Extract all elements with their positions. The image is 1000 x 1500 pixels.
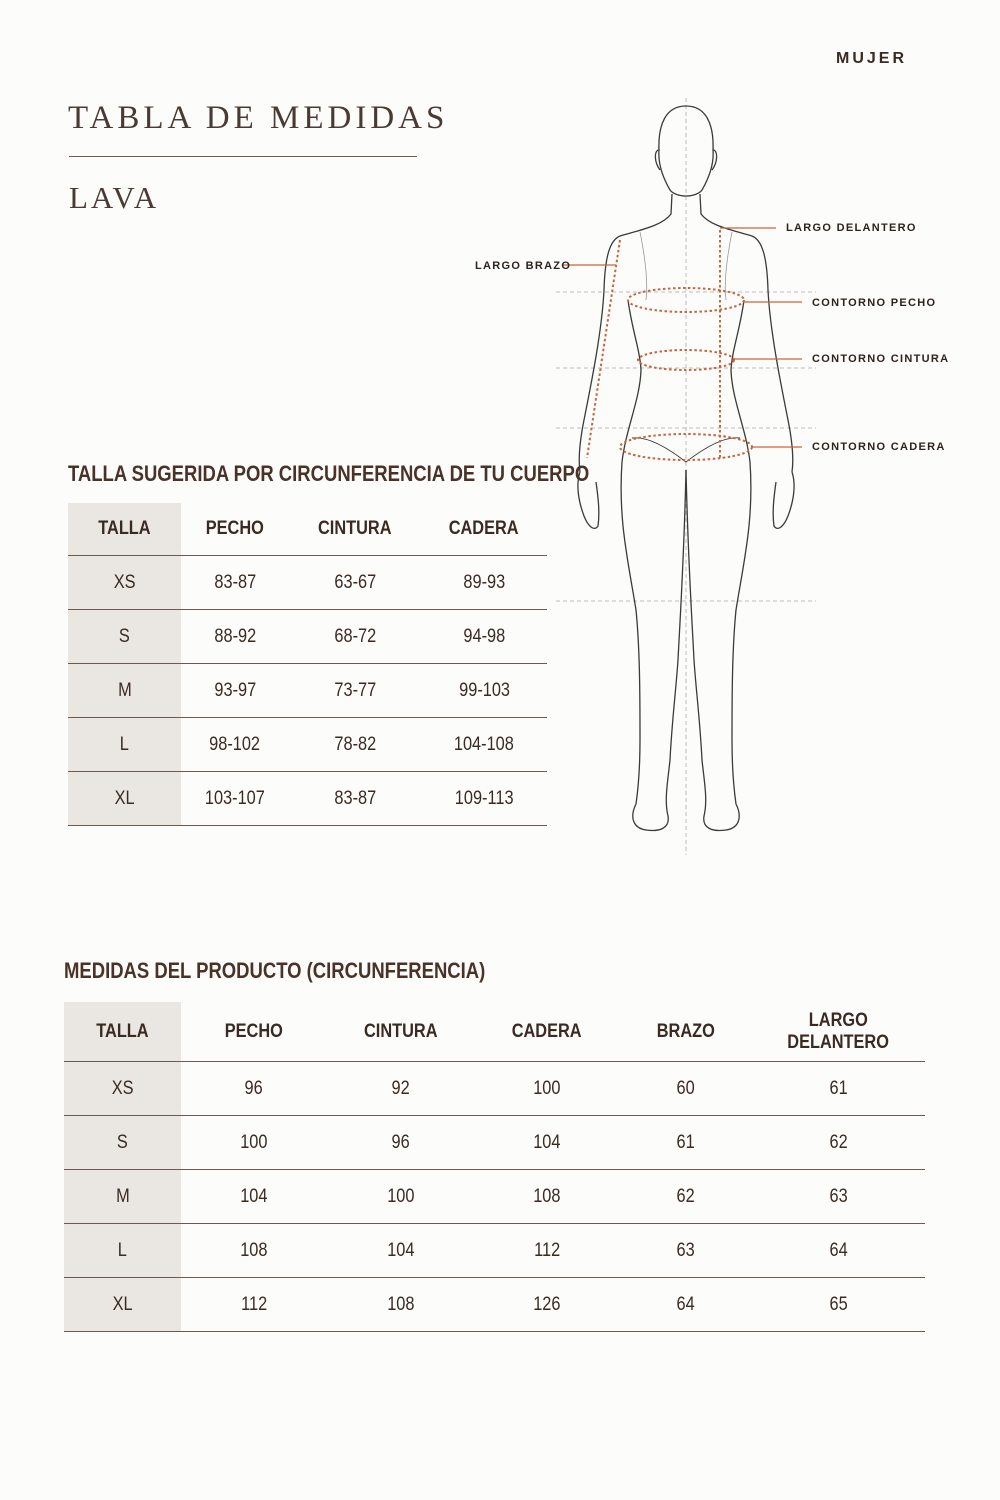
table-cell: 88-92 bbox=[181, 610, 289, 664]
table-cell: 96 bbox=[181, 1062, 327, 1116]
table-row bbox=[64, 1116, 925, 1170]
table-cell: 100 bbox=[181, 1116, 327, 1170]
table-cell: 83-87 bbox=[289, 772, 421, 826]
table-row bbox=[68, 610, 547, 664]
table-header-row bbox=[68, 503, 547, 556]
table-cell: 64 bbox=[752, 1224, 925, 1278]
cell-size: S bbox=[68, 610, 181, 664]
product-table-title: MEDIDAS DEL PRODUCTO (CIRCUNFERENCIA) bbox=[64, 958, 486, 983]
table-cell: 112 bbox=[474, 1224, 620, 1278]
label-largo-delantero: LARGO DELANTERO bbox=[786, 222, 917, 234]
table-cell: 100 bbox=[327, 1170, 474, 1224]
table-cell: 93-97 bbox=[181, 664, 289, 718]
header-pecho: PECHO bbox=[181, 503, 289, 556]
page-title: TABLA DE MEDIDAS bbox=[68, 100, 449, 136]
label-contorno-cadera: CONTORNO CADERA bbox=[812, 441, 946, 453]
table-cell: 108 bbox=[327, 1278, 474, 1332]
body-table-title: TALLA SUGERIDA POR CIRCUNFERENCIA DE TU CUERPO bbox=[68, 461, 590, 486]
table-row bbox=[68, 556, 547, 610]
table-cell: 104 bbox=[181, 1170, 327, 1224]
table-cell: 61 bbox=[752, 1062, 925, 1116]
table-row bbox=[64, 1170, 925, 1224]
gender-label: MUJER bbox=[836, 50, 908, 67]
table-cell: 100 bbox=[474, 1062, 620, 1116]
body-size-table bbox=[68, 503, 547, 826]
table-cell: 61 bbox=[620, 1116, 752, 1170]
table-cell: 63-67 bbox=[289, 556, 421, 610]
table-cell: 83-87 bbox=[181, 556, 289, 610]
table-cell: 63 bbox=[620, 1224, 752, 1278]
header-pecho: PECHO bbox=[181, 1002, 327, 1062]
header-cadera: CADERA bbox=[474, 1002, 620, 1062]
header-brazo: BRAZO bbox=[620, 1002, 752, 1062]
table-cell: 94-98 bbox=[421, 610, 547, 664]
table-cell: 65 bbox=[752, 1278, 925, 1332]
table-cell: 109-113 bbox=[421, 772, 547, 826]
table-cell: 78-82 bbox=[289, 718, 421, 772]
table-cell: 104 bbox=[327, 1224, 474, 1278]
table-cell: 63 bbox=[752, 1170, 925, 1224]
table-cell: 104-108 bbox=[421, 718, 547, 772]
table-cell: 99-103 bbox=[421, 664, 547, 718]
cell-size: M bbox=[64, 1170, 181, 1224]
table-row bbox=[64, 1062, 925, 1116]
cell-size: XL bbox=[68, 772, 181, 826]
label-largo-brazo: LARGO BRAZO bbox=[475, 260, 572, 272]
table-cell: 60 bbox=[620, 1062, 752, 1116]
table-row bbox=[64, 1224, 925, 1278]
table-row bbox=[68, 772, 547, 826]
header-largo-delantero: LARGO DELANTERO bbox=[752, 1002, 925, 1062]
cell-size: XL bbox=[64, 1278, 181, 1332]
table-row bbox=[64, 1278, 925, 1332]
table-row bbox=[68, 664, 547, 718]
table-cell: 108 bbox=[181, 1224, 327, 1278]
table-cell: 62 bbox=[752, 1116, 925, 1170]
cell-size: XS bbox=[64, 1062, 181, 1116]
table-header-row bbox=[64, 1002, 925, 1062]
table-cell: 108 bbox=[474, 1170, 620, 1224]
product-name: LAVA bbox=[69, 180, 160, 215]
table-cell: 92 bbox=[327, 1062, 474, 1116]
table-cell: 73-77 bbox=[289, 664, 421, 718]
table-cell: 104 bbox=[474, 1116, 620, 1170]
header-talla: TALLA bbox=[64, 1002, 181, 1062]
title-divider bbox=[69, 156, 417, 157]
table-cell: 68-72 bbox=[289, 610, 421, 664]
cell-size: L bbox=[64, 1224, 181, 1278]
cell-size: XS bbox=[68, 556, 181, 610]
header-cintura: CINTURA bbox=[327, 1002, 474, 1062]
product-measurements-table bbox=[64, 1002, 925, 1332]
table-cell: 98-102 bbox=[181, 718, 289, 772]
label-contorno-cintura: CONTORNO CINTURA bbox=[812, 353, 950, 365]
header-cintura: CINTURA bbox=[289, 503, 421, 556]
table-row bbox=[68, 718, 547, 772]
header-cadera: CADERA bbox=[421, 503, 547, 556]
table-cell: 62 bbox=[620, 1170, 752, 1224]
table-cell: 96 bbox=[327, 1116, 474, 1170]
cell-size: M bbox=[68, 664, 181, 718]
table-cell: 64 bbox=[620, 1278, 752, 1332]
header-talla: TALLA bbox=[68, 503, 181, 556]
table-cell: 112 bbox=[181, 1278, 327, 1332]
table-cell: 103-107 bbox=[181, 772, 289, 826]
label-contorno-pecho: CONTORNO PECHO bbox=[812, 297, 937, 309]
cell-size: L bbox=[68, 718, 181, 772]
table-cell: 126 bbox=[474, 1278, 620, 1332]
table-cell: 89-93 bbox=[421, 556, 547, 610]
cell-size: S bbox=[64, 1116, 181, 1170]
